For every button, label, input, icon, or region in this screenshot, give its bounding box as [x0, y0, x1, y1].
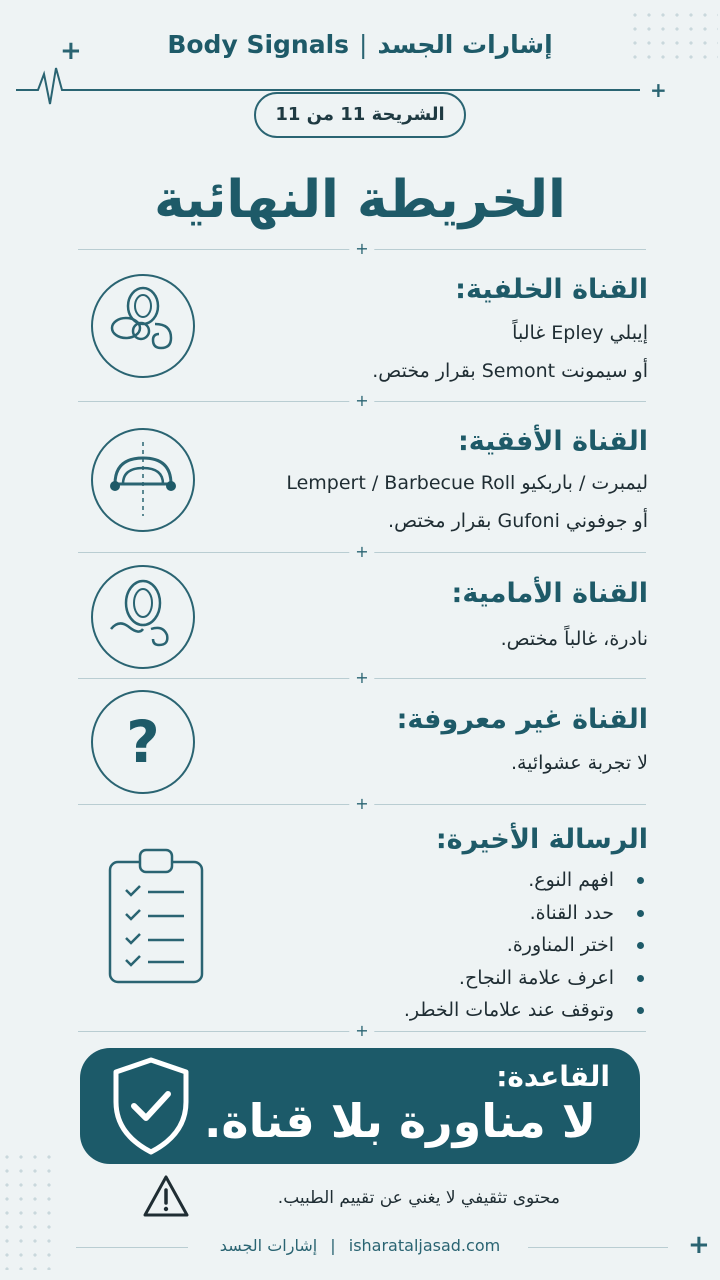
slide-counter: الشريحة 11 من 11: [254, 92, 466, 138]
section-title: القناة الخلفية:: [455, 274, 648, 305]
question-mark-icon: ?: [91, 690, 195, 794]
divider: +: [78, 552, 646, 553]
head-rotation-icon: [91, 428, 195, 532]
list-item: وتوقف عند علامات الخطر.: [288, 994, 648, 1027]
clipboard-checklist-icon: [106, 846, 206, 986]
section-unknown-canal: [208, 700, 648, 782]
section-anterior-canal: [208, 574, 648, 658]
header-separator: |: [359, 30, 368, 59]
divider: +: [78, 401, 646, 402]
decor-plus-icon: +: [60, 36, 82, 66]
section-horizontal-canal: [208, 422, 648, 540]
section-title: القناة الأفقية:: [458, 426, 648, 457]
section-final-message: [288, 820, 648, 1027]
list-item: اختر المناورة.: [288, 929, 648, 962]
divider: +: [78, 678, 646, 679]
rule-label: القاعدة:: [496, 1060, 610, 1093]
section-line: أو سيمونت Semont بقرار مختص.: [372, 360, 648, 382]
brand-ar: إشارات الجسد: [377, 30, 553, 59]
section-line: أو جوفوني Gufoni بقرار مختص.: [388, 510, 648, 532]
section-line: إيبلي Epley غالباً: [512, 322, 648, 344]
rule-banner: [80, 1048, 640, 1164]
list-item: اعرف علامة النجاح.: [288, 962, 648, 995]
inner-ear-posterior-icon: [91, 274, 195, 378]
decor-plus-icon: +: [650, 78, 667, 102]
inner-ear-anterior-icon: [91, 565, 195, 669]
footer-url-link[interactable]: isharataljasad.com: [348, 1236, 501, 1255]
footer-separator: |: [330, 1236, 336, 1255]
header: [0, 30, 720, 59]
section-line: ليمبرت / باربكيو Lempert / Barbecue Roll: [286, 472, 648, 494]
divider: +: [78, 1031, 646, 1032]
section-line: نادرة، غالباً مختص.: [500, 628, 648, 650]
section-title: القناة الأمامية:: [451, 578, 648, 609]
decor-plus-icon: +: [688, 1230, 710, 1260]
disclaimer: محتوى تثقيفي لا يغني عن تقييم الطبيب.: [277, 1188, 560, 1208]
rule-text: لا مناورة بلا قناة.: [203, 1094, 596, 1148]
section-posterior-canal: [208, 270, 648, 390]
footer: [0, 1236, 720, 1255]
brand-en: Body Signals: [167, 30, 350, 59]
list-item: افهم النوع.: [288, 864, 648, 897]
section-title: القناة غير معروفة:: [396, 704, 648, 735]
shield-check-icon: [110, 1056, 192, 1156]
footer-brand-ar: إشارات الجسد: [219, 1236, 318, 1255]
list-item: حدد القناة.: [288, 897, 648, 930]
page-title: الخريطة النهائية: [154, 170, 566, 230]
section-title: الرسالة الأخيرة:: [435, 824, 648, 855]
divider: +: [78, 804, 646, 805]
section-line: لا تجربة عشوائية.: [510, 752, 648, 774]
final-message-list: [288, 864, 648, 1027]
divider: +: [78, 249, 646, 250]
warning-triangle-icon: [142, 1174, 190, 1218]
